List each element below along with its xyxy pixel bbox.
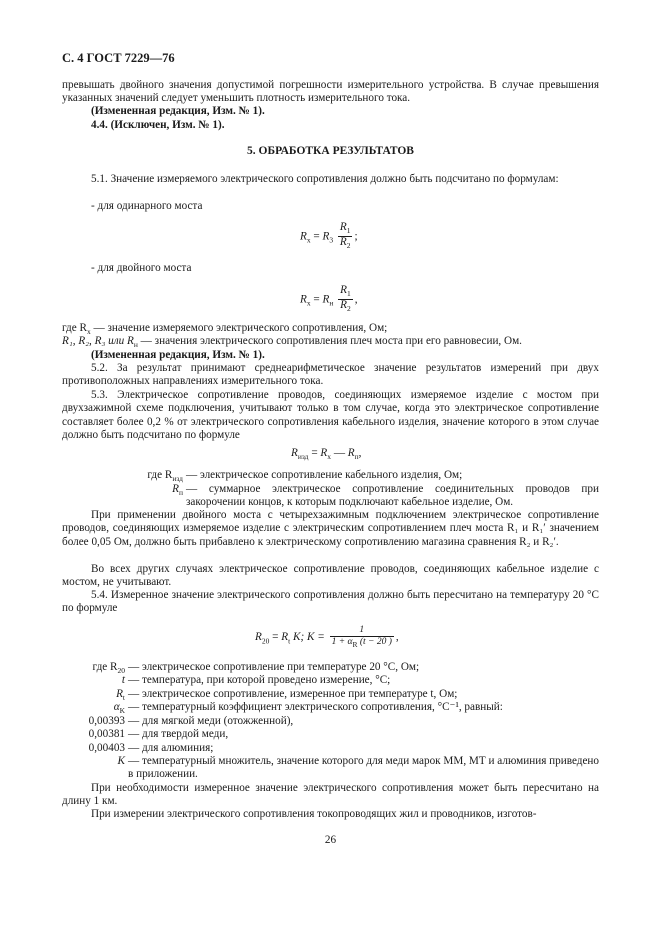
definition-r-p: $R_п$ — суммарное электрическое сопротивление соединительных проводов при закорочении концов, к которым подключают кабельное изделие, Ом. [172,483,599,509]
formula-temperature: $R_{20} = R_t$ K; K = $\frac{1}{1 + \alpha_R (t - 20 )}$ , [255,625,399,649]
item-4-4: 4.4. (Исключен, Изм. № 1). [91,119,225,131]
alpha-hard-copper: 0,00381 — для твердой меди, [88,728,229,740]
paragraph-other-cases: Во всех других случаях электрическое сопротивление проводов, соединяющих кабельное изделие с мостом, не учитывают. [62,563,599,589]
paragraph-5-4: 5.4. Измеренное значение электрического сопротивления должно быть пересчитано на температуру 20 °С по формуле [62,589,599,615]
paragraph-conductors: При измерении электрического сопротивления токопроводящих жил и проводников, изготов- [91,808,537,820]
page-number: 26 [324,834,337,846]
edit-note-1: (Измененная редакция, Изм. № 1). [91,105,265,117]
single-bridge-label: - для одинарного моста [91,200,203,212]
edit-note-2: (Измененная редакция, Изм. № 1). [91,349,265,361]
paragraph-double-bridge-wires: При применении двойного моста с четырехзажимным подключением электрическое сопротивление проводов, соединяющих измеряемое изделие с электрическим сопротивлением плеч моста R₁ и R₁′ значением более 0,05 Ом, должно быть прибавлено к электрическому сопротивлению магазина сравнения R₂ и R₂′. [62,509,599,548]
definition-alpha: $\alpha_K$ — температурный коэффициент электрического сопротивления, °С⁻¹, равный: [113,701,503,716]
page-header: С. 4 ГОСТ 7229—76 [62,51,175,65]
definition-rt: $R_t$ — электрическое сопротивление, измеренное при температуре t, Ом; [116,688,458,703]
definition-k: K — температурный множитель, значение которого для меди марок ММ, МТ и алюминия приведено в приложении. [117,755,599,781]
section-title: 5. ОБРАБОТКА РЕЗУЛЬТАТОВ [247,145,414,157]
intro-paragraph: превышать двойного значения допустимой погрешности измерительного устройства. В случае превышения указанных значений следует уменьшить плотность измерительного тока. [62,79,599,105]
formula-cable-resistance: $R_{изд} = R_x$ — $R_п$, [291,447,362,462]
where-rx: где $R_x$ — значение измеряемого электрического сопротивления, Ом; [62,322,388,337]
formula-single-bridge: $R_x = R_3$ $\frac{R_1}{R_2}$ ; [300,221,358,251]
definition-r-izd: где $R_{изд}$ — электрическое сопротивление кабельного изделия, Ом; [147,469,463,484]
paragraph-5-1: 5.1. Значение измеряемого электрического сопротивления должно быть подсчитано по формулам: [91,173,559,185]
alpha-aluminium: 0,00403 — для алюминия; [88,742,214,754]
alpha-soft-copper: 0,00393 — для мягкой меди (отожженной), [88,715,294,727]
paragraph-recalc-1km: При необходимости измеренное значение электрического сопротивления может быть пересчитано на длину 1 км. [62,782,599,808]
definition-t: t — температура, при которой проведено измерение, °С; [121,674,391,686]
where-arms: R₁, R₂, R₃ или $R_н$ — значения электрического сопротивления плеч моста при его равновесии, Ом. [62,335,522,350]
paragraph-5-2: 5.2. За результат принимают среднеарифметическое значение результатов измерений при двух противоположных направлениях измерительного тока. [62,362,599,388]
definition-r20: где $R_{20}$ — электрическое сопротивление при температуре 20 °С, Ом; [92,661,420,676]
paragraph-5-3: 5.3. Электрическое сопротивление проводов, соединяющих измеряемое изделие с мостом при двухзажимной схеме подключения, учитывают только в том случае, когда это электрическое сопротивление составляет более 0,2 % от электрического сопротивления кабельного изделия, значение которого в этом случае должно быть подсчитано по формуле [62,389,599,442]
formula-double-bridge: $R_x = R_н$ $\frac{R_1}{R_2}$ , [300,284,358,314]
double-bridge-label: - для двойного моста [91,262,192,274]
